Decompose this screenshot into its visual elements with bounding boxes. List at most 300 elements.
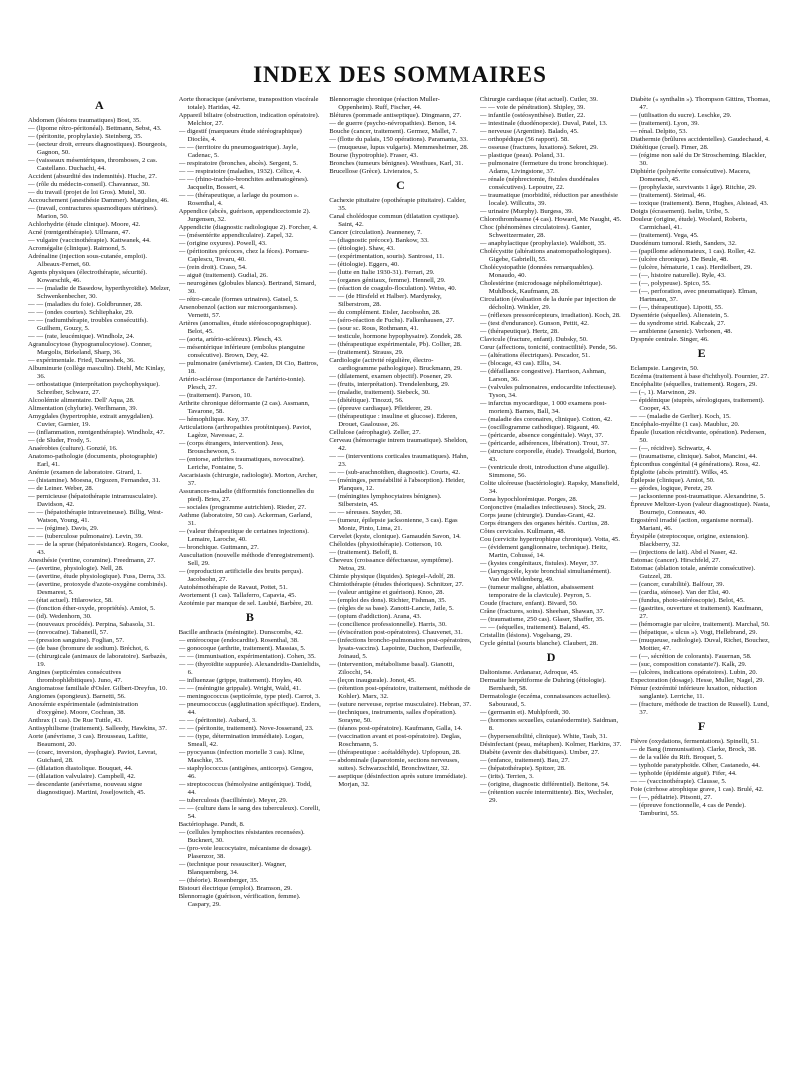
index-entry: Cervelet (kyste, clonique). Gamaudén Savon, 14.: [329, 533, 461, 540]
index-entry: Blennorragie (guérison, vérification, femme). Caspary, 29.: [178, 893, 301, 908]
index-entry: — — (immunisation, expérimentation). Cohen, 35.: [178, 653, 316, 660]
index-entry: — de guerre (psycho-névropathies). Benon, 14.: [329, 120, 457, 127]
index-entry: Diabète (avenir des diabétiques). Umber, 27.: [479, 749, 600, 756]
index-entry: — — (péritonite, traitement). Nove-Josserand, 23.: [178, 725, 314, 732]
index-entry: — (séro-réaction de Fuchs). Falkenhausen, 27.: [329, 317, 455, 324]
index-entry: — (valeur antigène et guérison). Knoo, 28.: [329, 589, 445, 596]
index-entry: — (traumatisme, clinique). Sabot, Mancini, 44.: [630, 453, 758, 460]
index-entry: — (origine oxyures). Powell, 43.: [178, 240, 267, 247]
index-entry: Cancer (circulation). Jeanneney, 7.: [329, 229, 422, 236]
index-entry: — gonocoque (arthrite, traitement). Massias, 5.: [178, 645, 306, 652]
index-entry: — (thérapeutique expérimentale, Pb). Collier, 28.: [329, 341, 462, 348]
index-entry: Douleur (origine, étude). Woolard, Roberts, Carmichael, 41.: [630, 216, 748, 231]
index-entry: Aorte (anévrisme, 3 cas). Brousseau, Lafitte, Beaumont, 20.: [28, 733, 148, 748]
index-entry: Encéphalo-myélite (1 cas). Maubluc, 20.: [630, 421, 740, 428]
index-entry: Bacille anthracis (méningite). Dunscombs, 42.: [178, 629, 303, 636]
index-column: [179, 96, 322, 1071]
index-entry: — épidémique (stuprès, sérologiques, traitement). Cooper, 43.: [630, 397, 765, 412]
index-entry: — (rétention sucrée intermittente). Bix, Wechsler, 29.: [479, 789, 614, 804]
index-entry: Anthrax (1 cas). De Rue Tuttle, 43.: [28, 717, 123, 724]
index-entry: — (éviscération post-opératoires). Chauvenet, 31.: [329, 629, 463, 636]
index-entry: Articulations (arthropathies protéiniques). Paviot, Lagèze, Navessac, 2.: [178, 424, 312, 439]
index-entry: — (flotte du palais, 150 opérations). Paramanta, 33.: [329, 136, 468, 143]
index-entry: — jacksonienne post-traumatique. Alexandrine, 5.: [630, 493, 766, 500]
index-entry: — (maladie, traitement). Siebeck, 30.: [329, 389, 430, 396]
index-entry: — (organes génitaux, femme). Hennell, 29.: [329, 277, 446, 284]
index-entry: — (—, thérapeutique). Lipotti, 55.: [630, 304, 723, 311]
section-letter: C: [396, 178, 405, 192]
index-entry: Agranulocytose (hypogranulocytose). Conner, Margolis, Birkeland, Sharp, 36.: [28, 341, 152, 356]
index-entry: — (hémorragie par ulcère, traitement). Marchal, 50.: [630, 621, 770, 628]
index-entry: Encéphalite (séquelles, traitement). Rogers, 29.: [630, 381, 758, 388]
index-entry: — — (vaccinothérapie). Clausse, 5.: [630, 778, 727, 785]
index-entry: Accident (absurdité des indemnités). Huche, 27.: [28, 173, 157, 180]
index-entry: Estomac (ablation totale, anémie consécutive). Guizzel, 28.: [630, 565, 756, 580]
index-entry: — (état actuel). Hilarowicz, 58.: [28, 597, 113, 604]
index-entry: Chimie physique (liquides). Spiegel-Adolf, 28.: [329, 573, 455, 580]
index-entry: — (blocage, 43 cas). Ellis, 34.: [479, 360, 561, 367]
index-entry: — (cancer, curabilité). Balfour, 39.: [630, 581, 725, 588]
index-entry: — (hypersensibilité, clinique). White, Taub, 31.: [479, 733, 608, 740]
index-entry: Circulation (évaluation de la durée par injection de décholin). Winkler, 29.: [479, 296, 616, 311]
index-entry: Diathermie (brûlures accidentelles). Gaudechaud, 4.: [630, 136, 770, 143]
index-entry: Ergostérol irradié (action, organisme normal). Mariani, 46.: [630, 517, 754, 532]
index-entry: — (kystes congénitaux, fistules). Meyer, 37.: [479, 560, 599, 567]
index-entry: — (thérapeutique : insuline et glucose). Ederen, Drouet, Gaalousse, 26.: [329, 413, 458, 428]
index-entry: Fièvre (oxydations, fermentations). Spinelli, 51.: [630, 738, 759, 745]
index-entry: — (vaccination avant et post-opératoire). Deglas, Roschmann, 5.: [329, 733, 462, 748]
index-entry: Angines (septicémies consécutives thrombophlébitiques). Juno, 47.: [28, 669, 123, 684]
index-entry: — — (territoire du pneumogastrique). Jayle, Cadenac, 5.: [178, 144, 299, 159]
index-entry: — — (interventions corticales traumatiques). Hahn, 23.: [329, 453, 469, 468]
index-entry: — (concilience professionnelle). Harris, 30.: [329, 621, 447, 628]
index-entry: — — (méningite grippale). Wright, Wald, 41.: [178, 685, 301, 692]
index-entry: Cerveau (hémorragie intrem traumatique). Sheldon, 42.: [329, 437, 468, 452]
index-entry: — nerveuse (Argentine). Balado, 45.: [479, 128, 579, 135]
index-entry: — toxique (traitement). Benn, Hughes, Alstead, 43.: [630, 200, 769, 207]
index-entry: — (test d'endurance). Gunson, Pettit, 42.: [479, 320, 589, 327]
index-entry: — respiratoire (bronches, abcès). Sergent, 5.: [178, 160, 298, 167]
index-entry: — — (rhino-trachéo-bronchites asthmatogènes). Jacquelin, Bossert, 4.: [178, 176, 309, 191]
index-entry: — de Leiner. Weber, 28.: [28, 485, 94, 492]
index-entry: — (réaction de coagulo-floculation). Weiss, 40.: [329, 285, 457, 292]
index-entry: Bourse (hypotrophie). Fraser, 43.: [329, 152, 419, 159]
index-entry: Anaérobies (culture). Gonzié, 16.: [28, 445, 118, 452]
index-entry: — (épreuve fonctionnelle, 4 cas de Pende). Tamburini, 55.: [630, 802, 746, 817]
index-entry: Artères (anomalies, étude stéréoscopographique). Belot, 45.: [178, 320, 311, 335]
index-entry: Eclampsie. Langevin, 50.: [630, 365, 699, 372]
index-entry: — (avertine, physiologie). Nell, 28.: [28, 565, 124, 572]
index-entry: — (hormones sexuelles, cutanéodermite). Saidman, 8.: [479, 717, 619, 732]
index-entry: — streptococcus (hémolysine antigénique). Todd, 44.: [178, 781, 312, 796]
index-entry: — (diététique). Tinozzi, 56.: [329, 397, 404, 404]
index-entry: Coude (fracture, enfant). Bivard, 50.: [479, 600, 578, 607]
index-entry: — urinaire (Murphy). Burgess, 39.: [479, 208, 574, 215]
index-entry: — (ulcère chronique). De Beule, 48.: [630, 256, 729, 263]
index-entry: — (entorse, arthrites traumatiques, novocaïne). Leriche, Fontaine, 5.: [178, 456, 305, 471]
index-entry: Doigts (écrasement). Iselin, Uribe, 5.: [630, 208, 730, 215]
index-entry: Anatomo-pathologie (documents, photographie) Earl, 41.: [28, 453, 158, 468]
index-entry: Amygdales (hypertrophie, extrait amygdalien). Cuvier, Garnier, 19.: [28, 413, 154, 428]
index-entry: — (lipome rétro-péritonéal). Bettmann, Sebst, 43.: [28, 125, 162, 132]
index-entry: — — (thyroïdite suppurée). Alexandridis-Danielidis, 6.: [178, 661, 321, 676]
index-entry: — (techniques, instruments, salles d'opération). Sorayne, 50.: [329, 709, 457, 724]
index-entry: — (reproduction artificielle des bruits perçus). Jacobsohn, 27.: [178, 568, 304, 583]
index-column: [329, 96, 472, 1071]
index-entry: — (cellules lymphocites résistantes recensées). Bucknert, 30.: [178, 829, 305, 844]
index-entry: Cœur (affections, tonicité, contractilité). Pende, 56.: [479, 344, 618, 351]
index-entry: — (de Sluder, Frody, 5.: [28, 437, 92, 444]
index-entry: — — (hépatothérapie intraveineuse). Billig, West-Watson, Young, 41.: [28, 509, 164, 524]
index-entry: — (péricarde, absence congénitale). Wayt, 37.: [479, 432, 604, 439]
index-entry: Cellulose (aérophagie). Zeller, 27.: [329, 429, 421, 436]
index-entry: — plastique (peau). Poland, 31.: [479, 152, 565, 159]
index-entry: — (mésentérite appendiculaire). Zapel, 32.: [178, 232, 294, 239]
index-entry: Daltonisme. Ardanarar, Adroque, 45.: [479, 669, 579, 676]
index-entry: — — (maladie de Basedow, hyperthyroïdie). Melzer, Schwenkenbecher, 30.: [28, 285, 171, 300]
index-entry: Albuminurie (collège masculin). Diehl, Mc Kinlay, 36.: [28, 365, 165, 380]
index-entry: Choc (phénomènes circulatoires). Ganter, Schweitzermater, 28.: [479, 224, 592, 239]
index-entry: — — (maladie de Gerlier). Koch, 15.: [630, 413, 731, 420]
index-entry: — (corps étrangers, intervention). Jess, Brouschewoon, 5.: [178, 440, 284, 455]
index-entry: — (emploi des dons). Richter, Fishman, 35.: [329, 597, 447, 604]
index-entry: — aiguë (traitement). Gudial, 26.: [178, 272, 268, 279]
index-entry: — traumatique (morbidité, réduction par anesthésie locale). Willcutts, 39.: [479, 192, 618, 207]
index-entry: — de Bang (immunisation). Clarke, Brock, 38.: [630, 746, 757, 753]
index-entry: Dysentérie (séquelles). Alienstein, 5.: [630, 312, 729, 319]
index-entry: — (de base (bromure de sodium). Bréchot, 6.: [28, 645, 150, 652]
index-entry: — de la vallée du Rift. Broquet, 5.: [630, 754, 723, 761]
index-entry: — (méningites lymphocytaires bénignes). Silberstein, 45.: [329, 493, 442, 508]
index-entry: Angiomatose familiale d'Osler. Gilbert-Dreyfus, 10.: [28, 685, 168, 692]
index-entry: Appareil biliaire (obstruction, indication opératoire). Melchior, 27.: [178, 112, 320, 127]
index-entry: Colite ulcéreuse (bactériologie). Rapsky, Mansfield, 34.: [479, 480, 620, 495]
index-entry: Ascarisiasis (chirurgie, radiologie). Morton, Archer, 37.: [178, 472, 318, 487]
index-entry: — (infections broncho-pulmonaires post-opératoires, lysats-vaccins). Lapointe, Duchon, Darfeuille, Joinaud, 5.: [329, 637, 472, 660]
index-entry: — (traitement). Strauss, 29.: [329, 349, 404, 356]
index-entry: — (vaisseaux mésentériques, thromboses, 2 cas. Castellano. Duchachi, 44.: [28, 157, 158, 172]
index-entry: Accouchement (anesthésie Dammer). Margulies, 46.: [28, 197, 169, 204]
index-entry: Agents physiques (électrothérapie, sécurité). Kowarschik, 46.: [28, 269, 148, 284]
index-entry: — tuberculosis (bacilliémie). Meyer, 29.: [178, 797, 288, 804]
index-entry: — osseuse (fractures, luxations). Sekret, 29.: [479, 144, 599, 151]
index-entry: — (valvules pulmonaires, endocardite infectieuse). Tyson, 34.: [479, 384, 617, 399]
index-entry: — (fonction éther-oxyde, propriétés). Amiot, 5.: [28, 605, 156, 612]
index-entry: — (pro-voie leucocytaire, mécanisme de dosage). Plasenzor, 38.: [178, 845, 312, 860]
index-entry: — influenzae (grippe, traitement). Hoyles, 40.: [178, 677, 303, 684]
index-entry: Blennorragie chronique (réaction Muller-Oppenheim). Ruff, Fischer, 44.: [329, 96, 440, 111]
index-entry: Abdomen (lésions traumatiques) Bost, 35.: [28, 117, 141, 124]
index-entry: — rénal. Delpito, 53.: [630, 128, 688, 135]
index-entry: Corps étrangers des organes hérités. Curtius, 28.: [479, 520, 610, 527]
index-entry: Assurances-maladie (difformités fonctionnelles du pied). Bries, 27.: [178, 488, 314, 503]
index-entry: — pulmonaire (anévrisme). Casten, Di Cio, Battros, 18.: [178, 360, 319, 375]
index-entry: — — (péritonite). Aubard, 3.: [178, 717, 257, 724]
section-letter: F: [698, 719, 706, 733]
index-entry: — abdominale (laparotomie, sections nerveuses, suites). Schwarzschild, Bronchwitzer, 32.: [329, 757, 460, 772]
index-entry: — — (séquelles, traitement). Baland, 45.: [479, 624, 590, 631]
index-entry: Épreuve Meltzer-Lyon (valeur diagnostique). Nasta, Bournejo, Conneaux, 40.: [630, 501, 770, 516]
section-letter: B: [245, 610, 254, 624]
index-entry: Épiconthus congénital (4 générations). Ross, 42.: [630, 461, 761, 468]
index-entry: — (avertine, protoxyde d'azote-oxygène combinés). Desmarest, 5.: [28, 581, 167, 596]
index-entry: — (enfance, traitement). Bau, 27.: [479, 757, 570, 764]
index-entry: Fémur (extrémité inférieure luxation, réduction sanglante). Lerriche, 11.: [630, 685, 757, 700]
index-entry: Érysipèle (streptocoque, origine, extension). Blackberry, 32.: [630, 533, 749, 548]
index-entry: — aseptique (désinfection après suture immédiate). Morjan, 32.: [329, 773, 467, 788]
index-entry: — (rein droit). Craso, 54.: [178, 264, 247, 271]
index-entry: Eczéma (traitement à base d'ichthyol). Fournier, 27.: [630, 373, 769, 380]
index-entry: — (tumeur, épilepsie jacksonienne, 3 cas). Egas Moniz, Pinto, Lima, 21.: [329, 517, 458, 532]
index-entry: — (prophylaxie, survivants 1 âge). Ritchie, 29.: [630, 184, 757, 191]
index-entry: Coma hypochlorémique. Porges, 28.: [479, 496, 578, 503]
index-entry: — (sour sc. Rous, Rothmann, 41.: [329, 325, 419, 332]
index-entry: — (nouveaux procédés). Perpina, Sabasola, 31.: [28, 621, 155, 628]
index-entry: Brucellose (Grèce). Livieratos, 5.: [329, 168, 419, 175]
index-entry: — testicule, hormone hypophysaire). Zondek, 28.: [329, 333, 463, 340]
index-entry: — (—, histoire naturelle). Ryle, 43.: [630, 272, 726, 279]
index-entry: — (muqueuse, lupus vulgaris). Memmesheimer, 28.: [329, 144, 469, 151]
index-entry: Canal cholédoque commun (dilatation cystique). Saint, 42.: [329, 213, 460, 228]
index-entry: Anémie (examen de laboratoire. Girard, 1.: [28, 469, 142, 476]
index-entry: — (travail, contractures spasmodiques utérines). Marion, 50.: [28, 205, 158, 220]
index-entry: — typhoïde (épidémie aiguë). Fifer, 44.: [630, 770, 737, 777]
index-entry: — (ulcère, hématurie, 1 cas). Herdielbert, 29.: [630, 264, 752, 271]
index-entry: — — (de Hirsfeld et Halber). Mardynsky, Silberstrom, 28.: [329, 293, 442, 308]
index-entry: — intestinale (duodénopexie). Duval, Patel, 13.: [479, 120, 608, 127]
index-entry: Cholestérine (microdosage néphélométrique). Muhlbock, Kaufmann, 28.: [479, 280, 603, 295]
index-entry: — orthopédique (56 rapport). 58.: [479, 136, 569, 143]
index-entry: — (germanin et). Muhlpfordt, 30.: [479, 709, 571, 716]
index-entry: — (défaillance congestive). Harrison, Ashman, Larson, 36.: [479, 368, 606, 383]
index-column: [630, 96, 773, 1071]
index-columns: [28, 96, 773, 1071]
index-entry: — vulgaire (vaccinothérapie). Kattwanek, 44.: [28, 237, 151, 244]
index-entry: Dyspnée centrale. Singer, 46.: [630, 336, 709, 343]
index-entry: — entérocoque (endocardite). Rosenthal, 38.: [178, 637, 299, 644]
index-entry: Asthme (laboratoire, 50 cas). Ackerman, Garland, 31.: [178, 512, 313, 527]
index-entry: Chlorothrombasme (4 cas). Howard, Mc Naught, 45.: [479, 216, 622, 223]
index-entry: — (laryngocèle, kyste bronchial simultanément). Van der Wildenberg, 49.: [479, 568, 611, 583]
index-entry: — (–, 1). Marwinon, 29.: [630, 389, 697, 396]
index-entry: — géodes, logique, Peretz, 29.: [630, 485, 713, 492]
index-entry: Crâne (fractures, soins). Sheehan, Shawan, 37.: [479, 608, 605, 615]
index-entry: — bronchique. Guttmann, 27.: [178, 544, 259, 551]
index-entry: — (épreuve cardiaque). Pfleiderer, 29.: [329, 405, 432, 412]
index-entry: Diététique (cruel). Fimer, 28.: [630, 144, 709, 151]
index-entry: Cholécystite (altérations anatomopathologiques). Gigebe, Gabrielli, 55.: [479, 248, 612, 263]
index-entry: — (thérapeutique). Hertz, 28.: [479, 328, 559, 335]
index-entry: Cheveux (croissance défectueuse, symptôme). Netoa, 29.: [329, 557, 454, 572]
index-entry: — (hépatothérapie). Spitzer, 28.: [479, 765, 566, 772]
index-entry: — (rôle du médecin-conseil). Chavannaz, 30.: [28, 181, 150, 188]
index-entry: — rénale (néphrectomie, fistules duodénales consécutives). Lepoutre, 22.: [479, 176, 600, 191]
index-entry: Cou (cervicite hypertrophique chronique). Votta, 45.: [479, 536, 620, 543]
index-entry: Expectoration (dosage). Hesse, Muller, Nagel, 29.: [630, 677, 765, 684]
index-entry: — — respiratoire (maladies, 1932). Célice, 4.: [178, 168, 302, 175]
index-entry: — digestif (marqueurs étude stéréographique) Dioclès, 4.: [178, 128, 302, 143]
index-entry: — (théorie). Rosenberger, 35.: [178, 877, 259, 884]
index-entry: — (valeur thérapeutique de certaines injections). Lemaire, Laroche, 40.: [178, 528, 309, 543]
index-entry: — (irits). Terrien, 3.: [479, 773, 534, 780]
index-entry: Achlorhydrie (étude clinique). Moore, 42.: [28, 221, 141, 228]
index-entry: Angiomes (spongieux). Barnetti, 56.: [28, 693, 126, 700]
index-entry: — staphylococcus (antigènes, anticorps). Gengou, 46.: [178, 765, 314, 780]
index-entry: — anaphylactique (prophylaxie). Waldbott, 35.: [479, 240, 606, 247]
index-entry: — expérimentale. Fried, Dameshek, 36.: [28, 357, 135, 364]
index-column: [480, 96, 623, 1071]
section-letter: D: [546, 650, 556, 664]
index-entry: Bactériophage. Pundt, 8.: [178, 821, 245, 828]
index-column: [28, 96, 171, 1071]
index-entry: — (leçon inaugurale). Jonot, 45.: [329, 677, 416, 684]
index-entry: — (avertine, étude physiologique). Fuss, Derra, 33.: [28, 573, 166, 580]
index-entry: — typhoïde paratyphoïde. Olher, Castanedo, 44.: [630, 762, 760, 769]
index-entry: Dermatologie (eczéma, connaissances actuelles). Sabouraud, 5.: [479, 693, 611, 708]
index-entry: — (expérimentation, souris). Santrossi, 11.: [329, 253, 445, 260]
index-entry: — (utilisation du sucre). Leschke, 29.: [630, 112, 732, 119]
index-entry: Cristallin (lésions). Vogelsang, 29.: [479, 632, 573, 639]
index-entry: — (diagnostic précoce). Bankow, 33.: [329, 237, 429, 244]
index-entry: — descendante (anévrisme, nouveau signe diagnostique). Martini, Joseljowitch, 45.: [28, 781, 146, 796]
section-letter: E: [697, 346, 706, 360]
index-entry: — (—, polypeuse). Spico, 55.: [630, 280, 711, 287]
index-entry: — (novocaïne). Tabaneill, 57.: [28, 629, 109, 636]
index-entry: Duodénum tumoral. Rieth, Sanders, 32.: [630, 240, 737, 247]
section-letter: A: [94, 98, 104, 112]
index-entry: — (origine, diagnostic différentiel). Beitone, 54.: [479, 781, 610, 788]
index-entry: — (coarc, inversion, dysphagie). Paviot, Levrat, Guichard, 28.: [28, 749, 157, 764]
index-entry: Artério-sclérose (importance de l'artério-tonie). Plesch, 27.: [178, 376, 306, 391]
index-entry: — (ventricule droit, introduction d'une aiguille). Simmone, 56.: [479, 464, 609, 479]
index-entry: — (structure corporelle, étude). Treadgold, Burton, 43.: [479, 448, 617, 463]
index-entry: — (inflammation, rœntgenthérapie). Windholz, 47.: [28, 429, 165, 436]
index-entry: Épaule (luxation récidivante, opération). Pedersen, 50.: [630, 429, 767, 444]
index-entry: Côtes cervicales. Kullmann, 48.: [479, 528, 566, 535]
index-entry: — (technique pour ressusciter). Wagner, Blanquemberg, 34.: [178, 861, 287, 876]
index-entry: — mésentérique inférieure (embolus pianguine consécutive). Brown, Dey, 42.: [178, 344, 305, 359]
index-entry: Azotémie par manque de sel. Laubié, Barbère, 20.: [178, 600, 313, 607]
index-entry: — infarctus myocardique, 1 000 examens post-mortem). Barnes, Ball, 34.: [479, 400, 607, 415]
index-entry: — (étiologie). Eggers, 40.: [329, 261, 400, 268]
index-entry: — (maladie des coronaires, clinique). Cotton, 42.: [479, 416, 613, 423]
index-entry: — (régime non salé du Dr Stroscheming. Blackler, 30.: [630, 152, 767, 167]
index-entry: Cardiologie (activité régulière, électro-cardiogramme pathologique). Bruckmann, 29.: [329, 357, 462, 372]
index-entry: Autohémothérapie de Ravaut, Pottet, 51.: [178, 584, 288, 591]
index-entry: — (péritonites précoces, chez la féces). Pornaru-Caplescu, Tovaru, 40.: [178, 248, 309, 263]
index-entry: — (pression sanguine). Foglian, 57.: [28, 637, 125, 644]
index-entry: — neurogènes (globules blancs). Bertrand, Simard, 30.: [178, 280, 317, 295]
index-entry: — — voie de pénétration). Shipley, 39.: [479, 104, 586, 111]
index-entry: Anesthésie (vertine, coramine). Freedmann, 27.: [28, 557, 156, 564]
index-entry: — (injections de lait). Abd el Naser, 42.: [630, 549, 738, 556]
index-entry: — (cardia, sténose). Van der Elst, 40.: [630, 589, 731, 596]
index-entry: — (fundus, photo-stéréoscopie). Belot, 45.: [630, 597, 745, 604]
index-entry: — (—, pédiatrie). Pitsonti, 27.: [630, 794, 713, 801]
index-entry: Bistouri électrique (emploi). Bramson, 29.: [178, 885, 293, 892]
index-entry: — — séreuses. Snyder, 38.: [329, 509, 402, 516]
index-entry: — (téanos post-opératoire). Kaufmann, Galla, 14.: [329, 725, 463, 732]
index-entry: Alcoolémie alimentaire. Dell' Aqua, 28.: [28, 397, 135, 404]
index-entry: Appendicite (diagnostic radiologique 2). Forcher, 4.: [178, 224, 318, 231]
index-entry: — (oscillogramme cathodique). Rigaunt, 49.: [479, 424, 600, 431]
index-entry: — — (ondes courtes). Schliephake, 29.: [28, 309, 134, 316]
index-entry: — (évidement ganglionnaire, technique). Heitz, Martin, Cohussé, 14.: [479, 544, 608, 559]
index-entry: — (—, perforation, avec pneumatique). Elman, Hartmann, 37.: [630, 288, 758, 303]
index-entry: — pulmonaire (fermeture du tronc bronchique). Adams, Livingstone, 37.: [479, 160, 608, 175]
index-entry: — pernicieuse (hépatothérapie intramusculaire). Davidson, 42.: [28, 493, 158, 508]
index-entry: — (règles de sa base). Zanotti-Lancie, Jatle, 5.: [329, 605, 454, 612]
index-entry: — (papillome adénomateux, 1 cas). Roller, 42.: [630, 248, 756, 255]
index-entry: Désinfectant (peau, métaphen). Kolmer, Harkins, 37.: [479, 741, 622, 748]
index-entry: — meningococcus (septicémie, type pied). Carrot, 3.: [178, 693, 321, 700]
index-entry: Aorte thoracique (anévrisme, transposition viscérale totale). Haridas, 42.: [178, 96, 319, 111]
index-entry: — (fracture, méthode de traction de Russell). Lund, 37.: [630, 701, 769, 716]
index-entry: Cholécystopathie (données remarquables). Monaudo, 40.: [479, 264, 594, 279]
index-entry: — (intervention, métabolisme basal). Gianotti, Zilocchi, 54.: [329, 661, 455, 676]
index-entry: — (fruits, interprétation). Trendelenburg, 29.: [329, 381, 450, 388]
index-entry: — (aorta, artério-scléreux). Plesch, 43.: [178, 336, 283, 343]
index-entry: Diphtérie (polynévrite consécutive). Macera, Domenech, 45.: [630, 168, 751, 183]
index-entry: Corps jaune (chirurgie). Dundas-Grant, 42.: [479, 512, 595, 519]
index-entry: — (suture nerveuse, reprise musculaire). Hebran, 37.: [329, 701, 472, 708]
index-entry: Clavicule (fracture, enfant). Dubsky, 50.: [479, 336, 588, 343]
index-entry: — (traumatisme, 250 cas). Glaser, Shaffer, 35.: [479, 616, 605, 623]
index-entry: — (suc, composition constante?). Kalk, 29.: [630, 661, 747, 668]
index-entry: — rétro-cæcale (formes urinaires). Gatsel, 5.: [178, 296, 299, 303]
index-entry: — (traitement). Lyon, 39.: [630, 120, 700, 127]
index-entry: — pyocyanus (infection mortelle 3 cas). Kline, Maschke, 35.: [178, 749, 305, 764]
index-entry: — — (régime). Davis, 29.: [28, 525, 99, 532]
index-entry: — (gastrites, ouverture et traitement). Kaufmann, 27.: [630, 605, 763, 620]
index-entry: — (tumeur maligne, ablation, abaissement temporaire de la clavicule). Peyron, 5.: [479, 584, 594, 599]
index-entry: Dermatite herpétiforme de Duhring (étiologie). Bernhardt, 58.: [479, 677, 606, 692]
index-entry: Cachexie pituitaire (opothérapie pituitaire). Calder, 35.: [329, 197, 466, 212]
index-entry: — (—, sécrétion de colorants). Fauernan, 58.: [630, 653, 752, 660]
index-entry: — (altérations électriques). Pescador, 51.: [479, 352, 591, 359]
index-entry: Estomac (cancer). Hirschfeld, 27.: [630, 557, 721, 564]
index-entry: — (—, récidive). Schwartz, 4.: [630, 445, 712, 452]
index-entry: Arthrite chronique déformante (2 cas). Assmann, Tavarone, 58.: [178, 400, 310, 415]
index-entry: Conjonctive (maladies infectieuses). Stock, 29.: [479, 504, 606, 511]
index-entry: Acromégalie (clinique). Raimond, 5.: [28, 245, 127, 252]
index-entry: Alimentation (chylurie). Werlhmann, 39.: [28, 405, 138, 412]
index-entry: — (ulcères, indications opératoires). Lubin, 20.: [630, 669, 758, 676]
index-entry: Anoxémie expérimentale (administration d'oxygène). Moore, Cochran, 38.: [28, 701, 138, 716]
page-title: INDEX DES SOMMAIRES: [253, 62, 547, 87]
index-entry: — (réflexes pressorécepteurs, irradiation). Koch, 28.: [479, 312, 621, 319]
index-entry: — (traitement). Beloff, 8.: [329, 549, 398, 556]
index-entry: — — (sub-arachnoïdien, diagnostic). Courts, 42.: [329, 469, 461, 476]
index-entry: — — (rate, leucémique). Windholz, 24.: [28, 333, 135, 340]
index-entry: Chéloïdes (physiothérapie). Cotterson, 10.: [329, 541, 443, 548]
index-entry: — du travail (projet de loi Gros). Mutel, 30.: [28, 189, 146, 196]
index-entry: — (chirurgicale (animaux de laboratoire). Sarbazès, 19.: [28, 653, 167, 668]
index-entry: — pneumococcus (agglutination spécifique). Enders, 44.: [178, 701, 321, 716]
index-entry: Appendice (abcès, guérison, appendicectomie 2). Jurgensen, 32.: [178, 208, 311, 223]
index-entry: — — (tuberculose pulmonaire). Levin, 39.: [28, 533, 143, 540]
index-entry: — (traitement). Vega, 45.: [630, 232, 699, 239]
index-entry: — — (type, détermination immédiate). Logan, Smeall, 42.: [178, 733, 304, 748]
index-entry: Épilepsie (clinique). Amiot, 50.: [630, 477, 715, 484]
index-entry: — hémophilique. Key, 37.: [178, 416, 250, 423]
index-entry: — (dilatement, examen objectif). Posener, 29.: [329, 373, 453, 380]
index-entry: Adrénaline (injection sous-cutanée, emploi). Albeaux-Fernet, 60.: [28, 253, 148, 268]
index-entry: Antisyphilisme (traitement). Salleedy, Hawkins, 37.: [28, 725, 167, 732]
index-entry: Bronches (tumeurs bénignes). Westhues, Karl, 31.: [329, 160, 464, 167]
index-entry: — (péritonite, prophylaxie). Steinberg, 35.: [28, 133, 143, 140]
index-entry: Auscultation (nouvelle méthode d'enregistrement). Sell, 29.: [178, 552, 315, 567]
